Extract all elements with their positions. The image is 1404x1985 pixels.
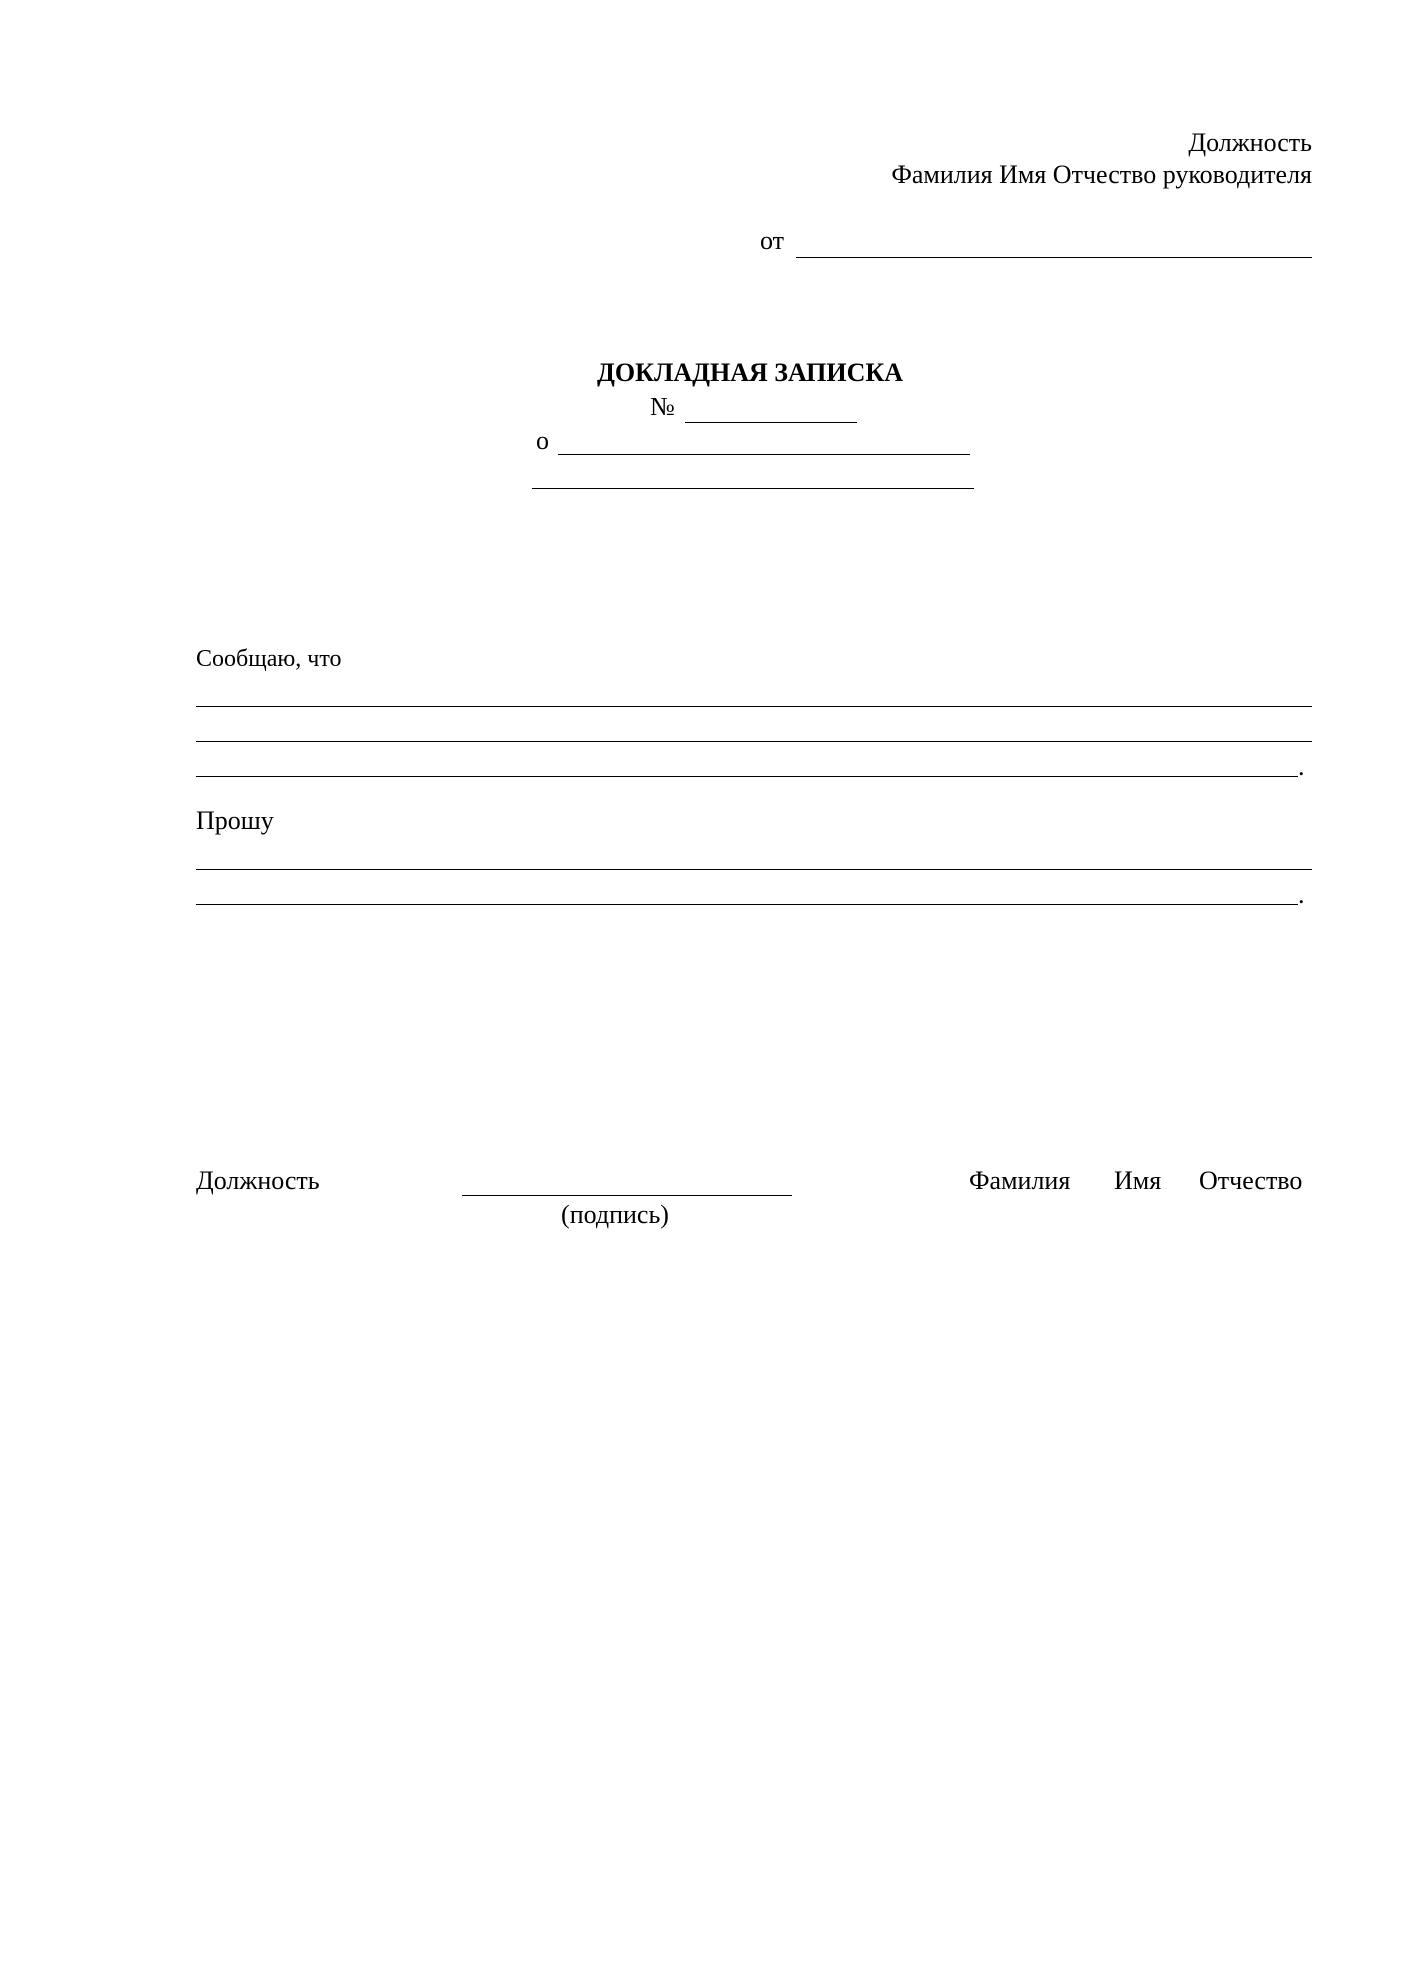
report-fill-line-3[interactable] [196,776,1298,777]
report-label: Сообщаю, что [196,646,342,672]
number-fill-line[interactable] [685,422,857,423]
request-fill-line-2[interactable] [196,904,1298,905]
request-period: . [1298,880,1305,909]
signer-patronymic: Отчество [1199,1166,1303,1195]
signer-position: Должность [196,1166,320,1195]
from-fill-line[interactable] [796,257,1312,258]
report-fill-line-2[interactable] [196,741,1312,742]
about-fill-line-2[interactable] [532,488,974,489]
signature-fill-line[interactable] [462,1195,792,1196]
signer-first-name: Имя [1114,1166,1162,1195]
about-fill-line-1[interactable] [558,454,970,455]
from-label: от [760,226,785,255]
report-fill-line-1[interactable] [196,706,1312,707]
request-label: Прошу [196,806,274,835]
request-fill-line-1[interactable] [196,869,1312,870]
number-label: № [650,392,675,421]
signature-caption: (подпись) [561,1200,669,1229]
report-period: . [1298,752,1305,781]
addressee-name: Фамилия Имя Отчество руководителя [891,160,1312,189]
signer-last-name: Фамилия [969,1166,1071,1195]
document-title: ДОКЛАДНАЯ ЗАПИСКА [597,358,903,387]
about-label: о [536,426,549,455]
addressee-position: Должность [1188,128,1312,157]
